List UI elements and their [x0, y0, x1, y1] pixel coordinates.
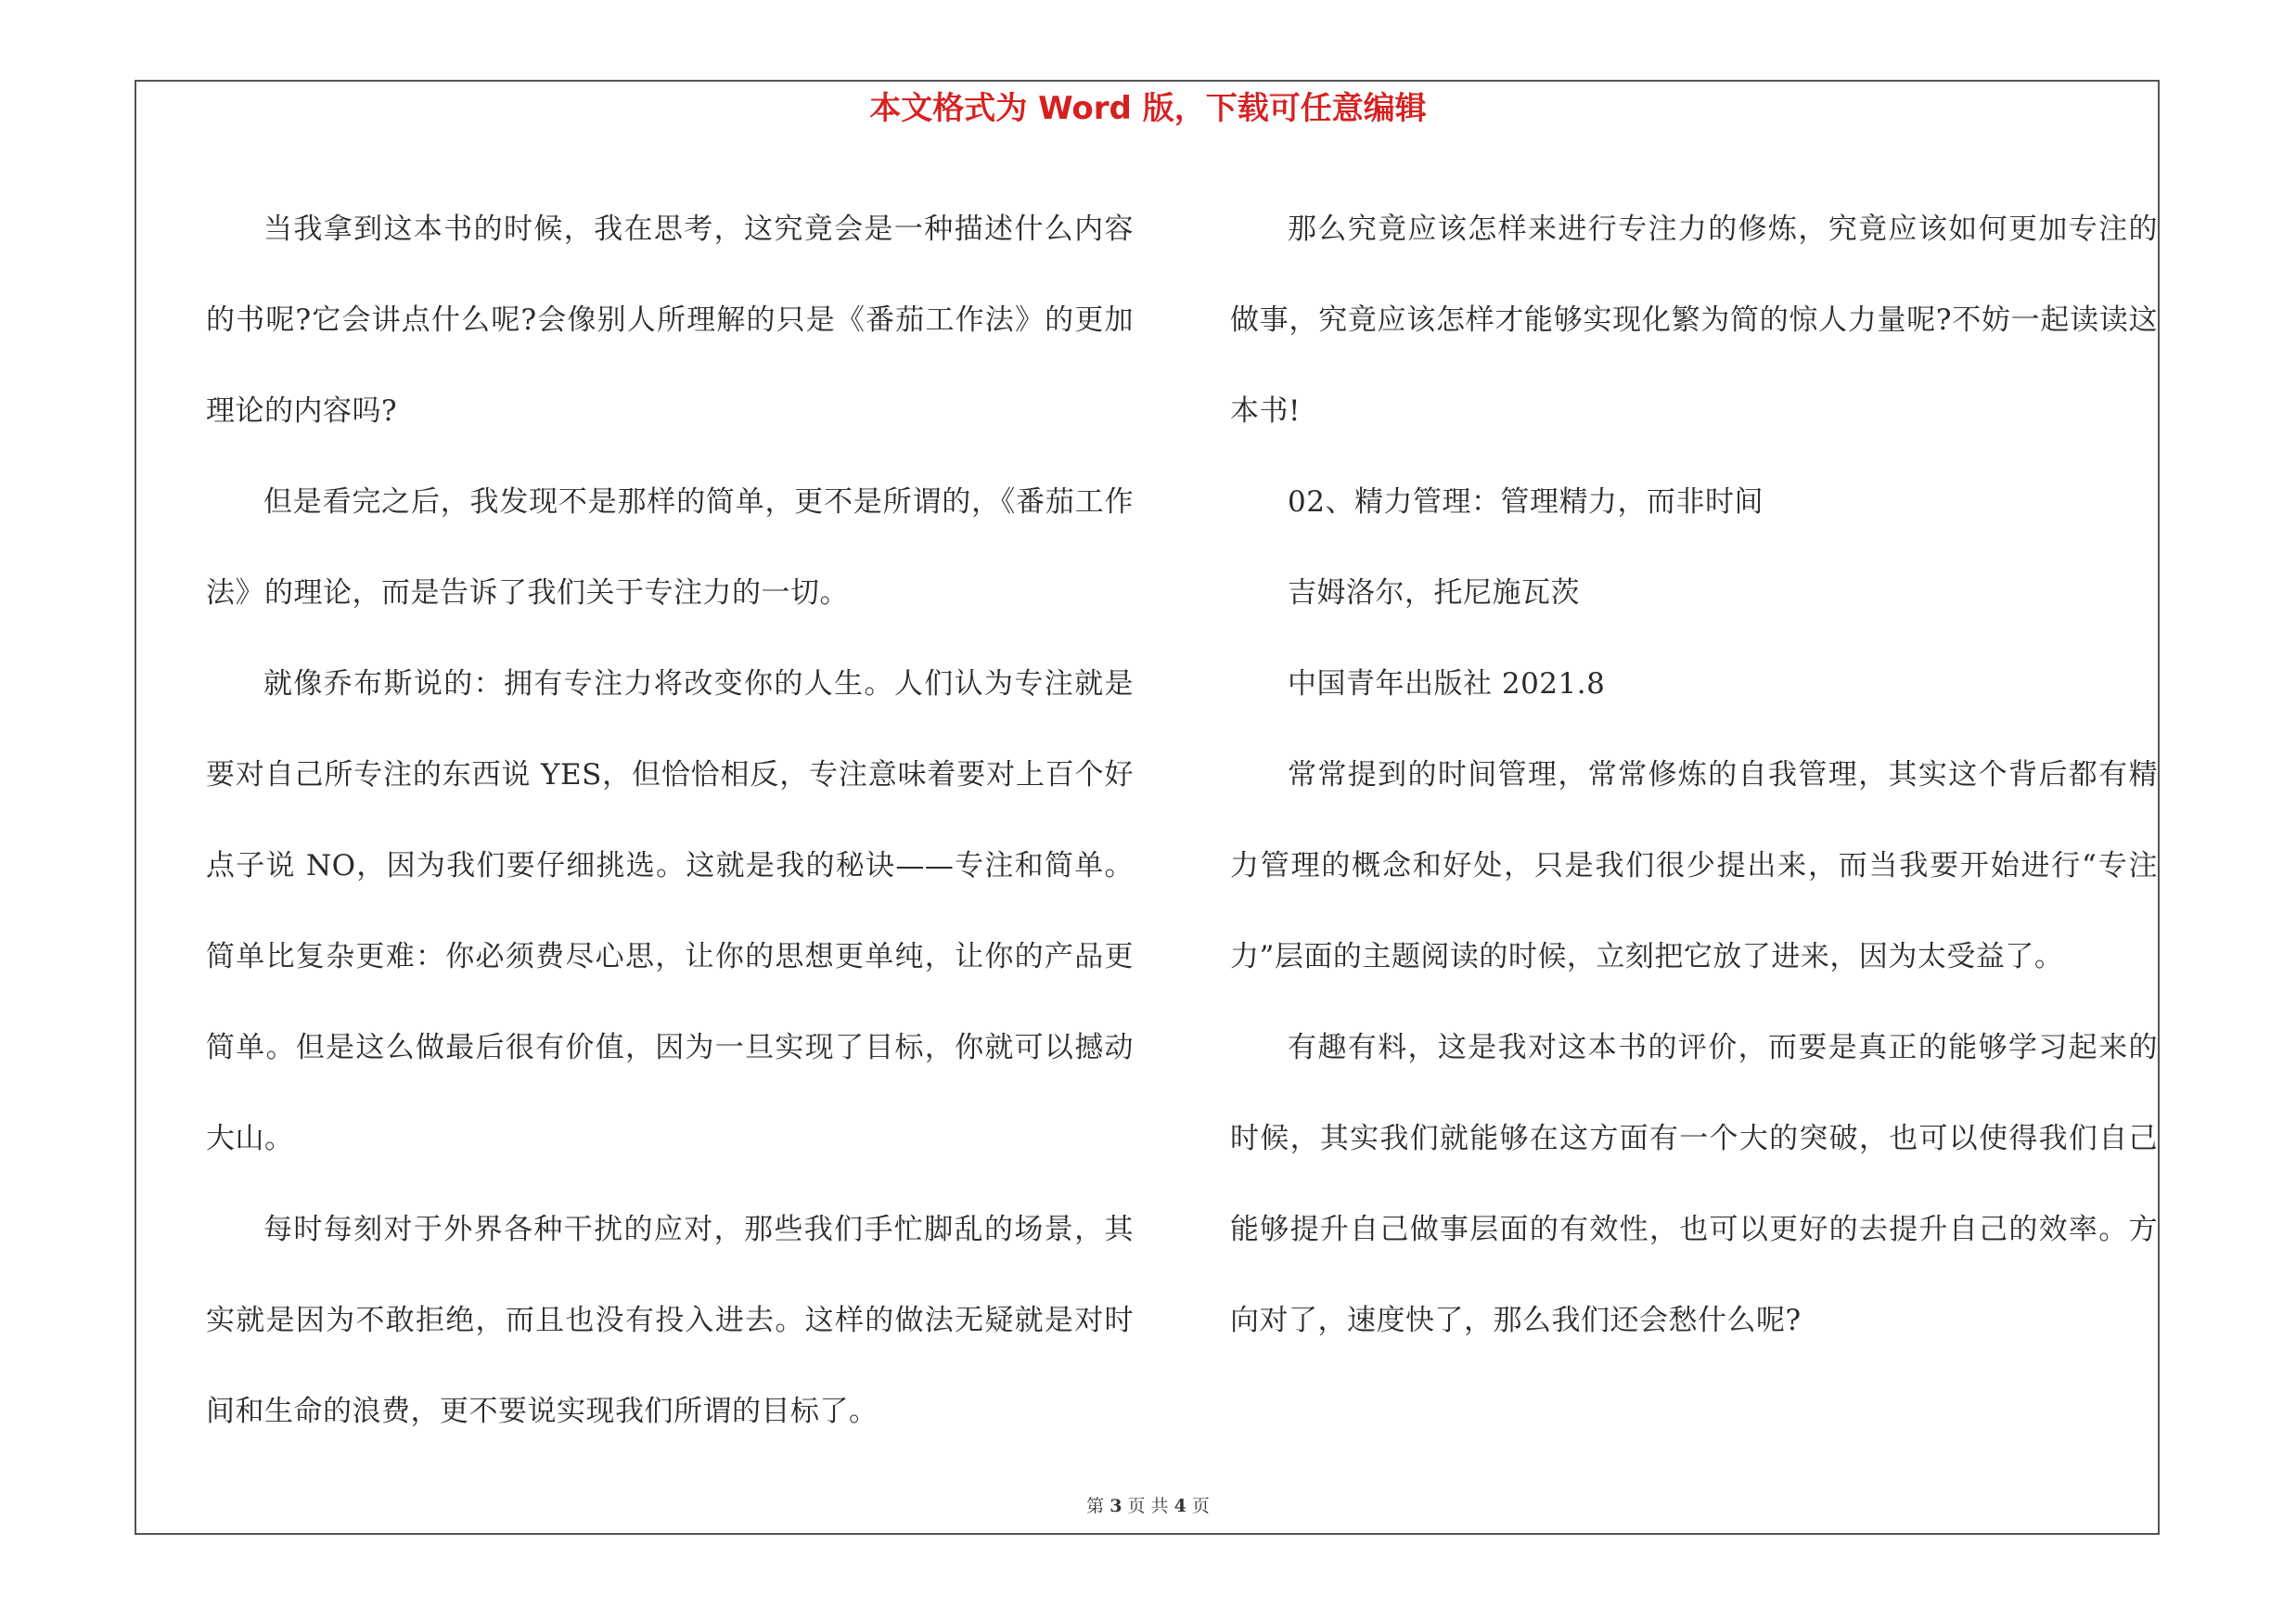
paragraph: 就像乔布斯说的：拥有专注力将改变你的人生。人们认为专注就是要对自己所专注的东西说 YES，但恰恰相反，专注意味着要对上百个好点子说 NO，因为我们要仔细挑选。这就是我的秘诀——专注和简单。简单比复杂更难：你必须费尽心思，让你的思想更单纯，让你的产品更简单。但是这么做最后很有价值，因为一旦实现了目标，你就可以撼动大山。 [206, 667, 1135, 1155]
right-column [1230, 184, 2158, 1366]
paragraph: 当我拿到这本书的时候，我在思考，这究竟会是一种描述什么内容的书呢?它会讲点什么呢?会像别人所理解的只是《番茄工作法》的更加理论的内容吗? [206, 213, 1134, 428]
current-page-number: 3 [1110, 1496, 1122, 1516]
total-pages-number: 4 [1174, 1496, 1186, 1516]
section-heading: 02、精力管理：管理精力，而非时间 [1288, 485, 1764, 519]
page-footer [0, 1492, 2296, 1517]
left-column [206, 184, 1134, 1457]
footer-suffix: 页 [1191, 1496, 1210, 1516]
paragraph: 每时每刻对于外界各种干扰的应对，那些我们手忙脚乱的场景，其实就是因为不敢拒绝，而且也没有投入进去。这样的做法无疑就是对时间和生命的浪费，更不要说实现我们所谓的目标了。 [206, 1213, 1134, 1428]
paragraph: 但是看完之后，我发现不是那样的简单，更不是所谓的，《番茄工作法》的理论，而是告诉了我们关于专注力的一切。 [206, 485, 1134, 610]
book-authors: 吉姆洛尔，托尼施瓦茨 [1288, 576, 1580, 610]
header-banner: 本文格式为 Word 版，下载可任意编辑 [869, 90, 1427, 127]
book-publisher: 中国青年出版社 2021.8 [1288, 667, 1606, 701]
paragraph: 有趣有料，这是我对这本书的评价，而要是真正的能够学习起来的时候，其实我们就能够在这方面有一个大的突破，也可以使得我们自己能够提升自己做事层面的有效性，也可以更好的去提升自己的效率。方向对了，速度快了，那么我们还会愁什么呢? [1230, 1031, 2158, 1337]
footer-prefix: 第 [1086, 1496, 1105, 1516]
paragraph: 那么究竟应该怎样来进行专注力的修炼，究竟应该如何更加专注的做事，究竟应该怎样才能够实现化繁为简的惊人力量呢?不妨一起读读这本书! [1230, 213, 2158, 428]
footer-middle: 页 共 [1127, 1496, 1169, 1516]
paragraph: 常常提到的时间管理，常常修炼的自我管理，其实这个背后都有精力管理的概念和好处，只是我们很少提出来，而当我要开始进行“专注力”层面的主题阅读的时候，立刻把它放了进来，因为太受益了。 [1230, 758, 2158, 973]
